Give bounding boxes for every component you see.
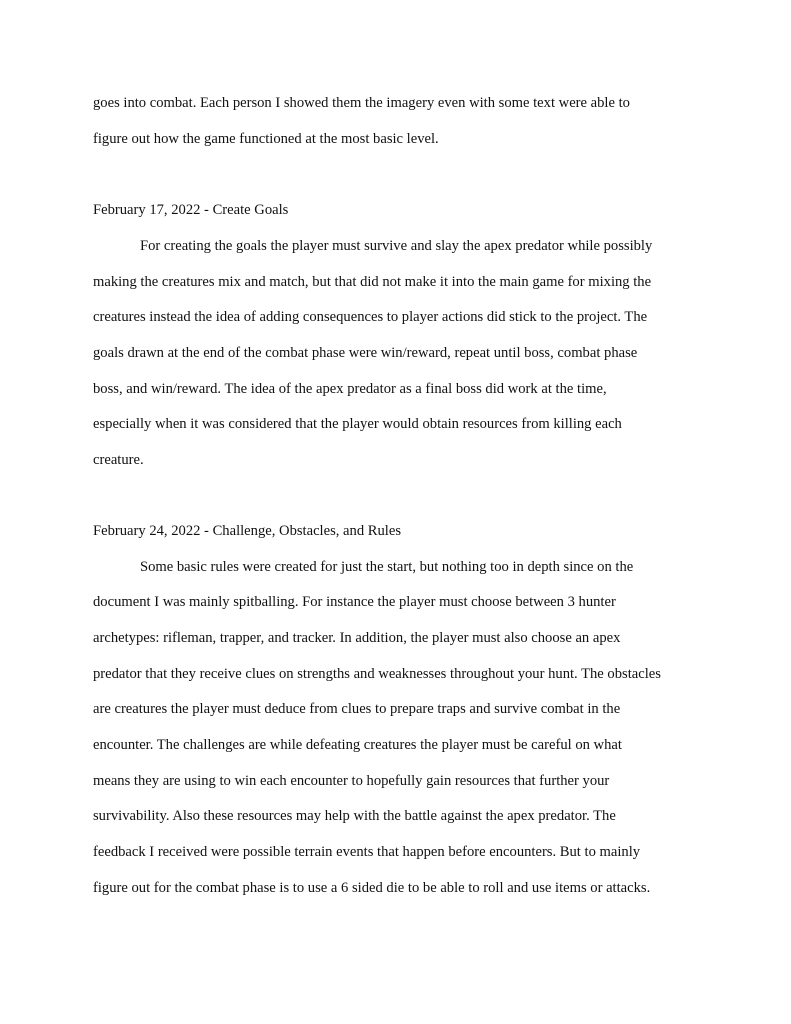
paragraph-line: survivability. Also these resources may help with the battle against the apex predator. The — [93, 808, 616, 824]
intro-line-2: figure out how the game functioned at the most basic level. — [93, 131, 439, 147]
paragraph-line: boss, and win/reward. The idea of the apex predator as a final boss did work at the time, — [93, 381, 607, 397]
intro-line-1: goes into combat. Each person I showed them the imagery even with some text were able to — [93, 95, 630, 111]
paragraph-line: creature. — [93, 452, 144, 468]
section-heading-create-goals: February 17, 2022 - Create Goals — [93, 202, 289, 218]
paragraph-line: For creating the goals the player must survive and slay the apex predator while possibly — [140, 238, 653, 254]
paragraph-line: feedback I received were possible terrain events that happen before encounters. But to mainly — [93, 844, 641, 860]
paragraph-line: are creatures the player must deduce from clues to prepare traps and survive combat in the — [93, 701, 621, 717]
paragraph-line: creatures instead the idea of adding consequences to player actions did stick to the project. The — [93, 309, 648, 325]
paragraph-line: making the creatures mix and match, but that did not make it into the main game for mixing the — [93, 274, 652, 290]
paragraph-line: goals drawn at the end of the combat phase were win/reward, repeat until boss, combat phase — [93, 345, 638, 361]
paragraph-line: document I was mainly spitballing. For instance the player must choose between 3 hunter — [93, 594, 616, 610]
paragraph-line: predator that they receive clues on strengths and weaknesses throughout your hunt. The obstacles — [93, 666, 661, 682]
paragraph-line: figure out for the combat phase is to use a 6 sided die to be able to roll and use items or attacks. — [93, 880, 651, 896]
paragraph-line: archetypes: rifleman, trapper, and tracker. In addition, the player must also choose an apex — [93, 630, 621, 646]
paragraph-line: especially when it was considered that the player would obtain resources from killing each — [93, 416, 622, 432]
paragraph-line: Some basic rules were created for just the start, but nothing too in depth since on the — [140, 559, 634, 575]
paragraph-line: means they are using to win each encounter to hopefully gain resources that further your — [93, 773, 610, 789]
section-heading-challenge-obstacles-rules: February 24, 2022 - Challenge, Obstacles, and Rules — [93, 523, 402, 539]
paragraph-line: encounter. The challenges are while defeating creatures the player must be careful on what — [93, 737, 622, 753]
